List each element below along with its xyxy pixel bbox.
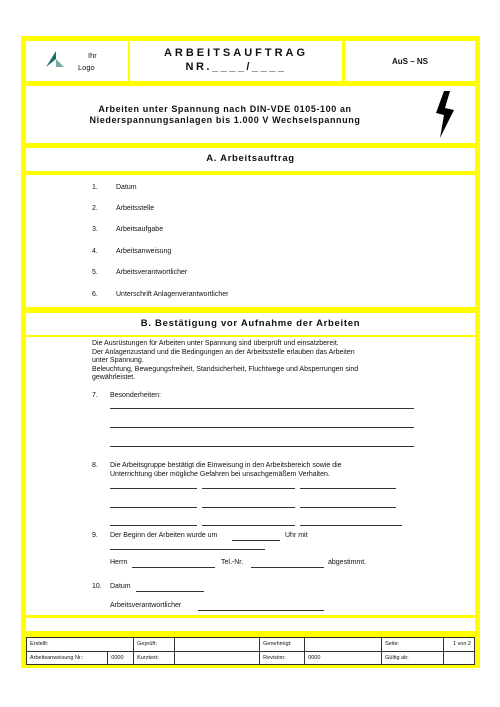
herr-label: Herrn: [110, 559, 128, 566]
footer-cell: Gültig ab:: [382, 651, 444, 665]
signature-line[interactable]: [202, 525, 295, 526]
footer-cell: [444, 651, 475, 665]
signature-line[interactable]: [300, 488, 396, 489]
herr-field[interactable]: [132, 567, 215, 568]
item-9-text: Der Beginn der Arbeiten wurde um: [110, 532, 218, 539]
section-b-body: [26, 337, 475, 615]
item-10-number: 10.: [92, 583, 102, 590]
form-code: AuS – NS: [391, 57, 428, 66]
besonderheiten-line-1[interactable]: [110, 408, 414, 409]
item-label: Arbeitsanweisung: [116, 248, 172, 255]
subtitle: [26, 104, 424, 126]
with-person-field[interactable]: [110, 549, 265, 550]
subtitle-line1: Arbeiten unter Spannung nach DIN-VDE 0105-100 an: [98, 104, 352, 114]
logo-text-line2: Logo: [78, 63, 95, 72]
item-10-label: Datum: [110, 583, 131, 590]
item-number: 2.: [92, 205, 98, 212]
section-b-title: B. Bestätigung vor Aufnahme der Arbeiten: [140, 318, 361, 329]
section-a-list: [26, 175, 475, 307]
intro-line: unter Spannung.: [92, 357, 144, 364]
footer-cell: 0000: [305, 651, 382, 665]
item-7-label: Besonderheiten:: [110, 392, 161, 399]
footer-cell: Geprüft:: [134, 638, 175, 652]
verantwortlich-field[interactable]: [198, 610, 324, 611]
intro-line: Beleuchtung, Bewegungsfreiheit, Standsicherheit, Fluchtwege und Absperrungen sind: [92, 365, 359, 373]
lightning-bolt-icon: [432, 88, 460, 142]
item-label: Arbeitsstelle: [116, 205, 155, 212]
item-8-line: Unterrichtung über mögliche Gefahren bei unsachgemäßem Verhalten.: [110, 470, 330, 478]
footer-cell: Arbeitsanweisung Nr.:: [27, 651, 108, 665]
item-label: Datum: [116, 184, 137, 191]
footer-cell: 0000: [108, 651, 134, 665]
footer-table: [26, 637, 475, 665]
footer-cell: Genehmigt:: [260, 638, 305, 652]
tel-label: Tel.-Nr.: [221, 559, 244, 566]
signature-line[interactable]: [110, 525, 197, 526]
footer-cell: [305, 638, 382, 652]
verantwortlich-label: Arbeitsverantwortlicher: [110, 602, 182, 609]
signature-line[interactable]: [110, 488, 197, 489]
logo-box: [26, 41, 128, 81]
subtitle-line2: Niederspannungsanlagen bis 1.000 V Wechselspannung: [89, 115, 361, 125]
footer-row: [27, 651, 475, 665]
item-label: Arbeitsaufgabe: [116, 226, 164, 233]
item-label: Unterschrift Anlagenverantwortlicher: [116, 291, 229, 298]
item-9-suffix: Uhr mit: [285, 532, 308, 539]
spacer-bar: [26, 618, 475, 631]
time-field[interactable]: [232, 540, 280, 541]
intro-line: gewährleistet.: [92, 374, 136, 381]
footer-cell: [175, 638, 260, 652]
item-number: 1.: [92, 184, 98, 191]
footer-cell: Revision:: [260, 651, 305, 665]
item-9-number: 9.: [92, 532, 98, 539]
section-a-title: A. Arbeitsauftrag: [206, 153, 295, 164]
logo-text-line1: Ihr: [88, 51, 97, 60]
signature-line[interactable]: [202, 488, 295, 489]
signature-line[interactable]: [202, 507, 295, 508]
section-b-header: [26, 313, 475, 335]
footer-cell: 1 von 2: [444, 638, 475, 652]
item-7-number: 7.: [92, 392, 98, 399]
intro-line: Die Ausrüstungen für Arbeiten unter Spannung sind überprüft und einsatzbereit.: [92, 340, 339, 347]
signature-line[interactable]: [300, 507, 396, 508]
tel-field[interactable]: [251, 567, 324, 568]
item-8-text: [110, 462, 420, 479]
form-title: ARBEITSAUFTRAG: [163, 47, 309, 59]
code-box: [345, 41, 475, 81]
title-box: [130, 41, 342, 81]
item-8-number: 8.: [92, 462, 98, 469]
besonderheiten-line-2[interactable]: [110, 427, 414, 428]
logo-mark-icon: [42, 47, 68, 73]
item-number: 5.: [92, 269, 98, 276]
signature-line[interactable]: [110, 507, 197, 508]
intro-text: [92, 340, 422, 383]
item-8-line: Die Arbeitsgruppe bestätigt die Einweisung in den Arbeitsbereich sowie die: [110, 462, 342, 469]
footer-cell: Erstellt:: [27, 638, 134, 652]
signature-line[interactable]: [300, 525, 402, 526]
item-label: Arbeitsverantwortlicher: [116, 269, 188, 276]
footer-row: [27, 638, 475, 652]
besonderheiten-line-3[interactable]: [110, 446, 414, 447]
subtitle-box: [26, 86, 475, 143]
date-field[interactable]: [136, 591, 204, 592]
intro-line: Der Anlagenzustand und die Bedingungen an der Arbeitsstelle erlauben das Arbeiten: [92, 348, 355, 356]
abgestimmt-label: abgestimmt.: [328, 559, 367, 566]
footer-cell: Kurztext:: [134, 651, 175, 665]
section-a-header: [26, 148, 475, 171]
footer-cell: Seite:: [382, 638, 444, 652]
footer-cell: [175, 651, 260, 665]
item-number: 4.: [92, 248, 98, 255]
item-number: 3.: [92, 226, 98, 233]
form-number: NR.____/____: [185, 61, 287, 73]
item-number: 6.: [92, 291, 98, 298]
